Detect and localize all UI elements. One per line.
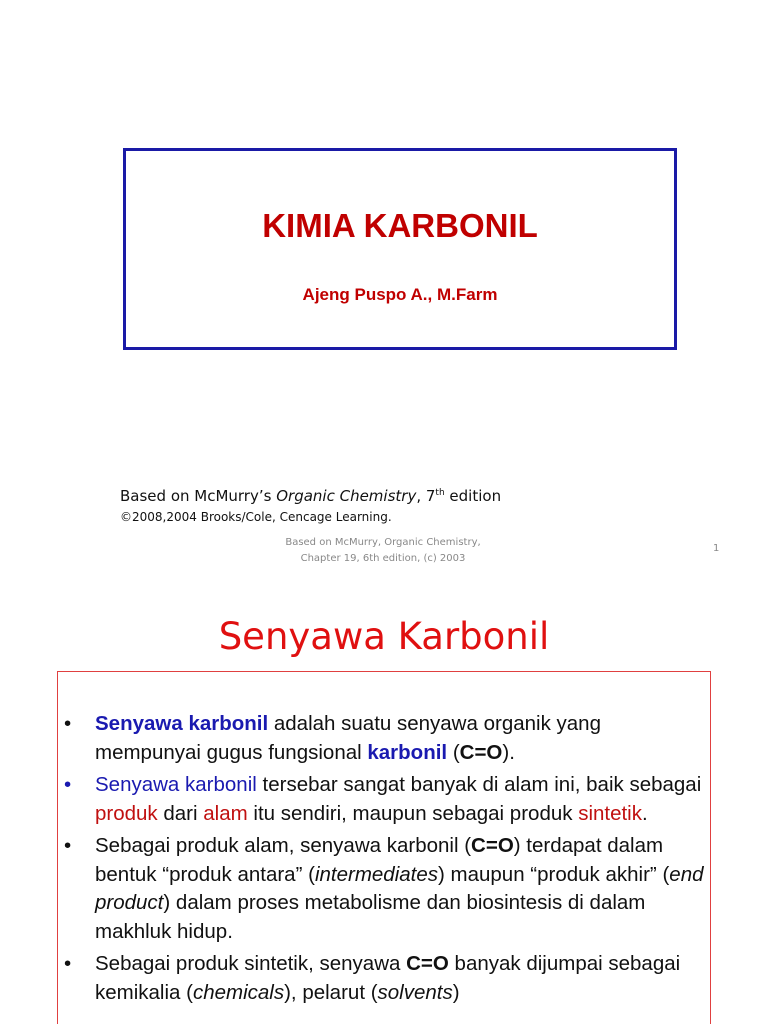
slide-title: KIMIA KARBONIL <box>262 207 538 244</box>
highlight-term: sintetik <box>578 801 642 825</box>
credit-line-1 <box>120 487 501 505</box>
credit-book: Organic Chemistry <box>276 487 417 505</box>
bullet-text: Sebagai produk alam, senyawa karbonil ( <box>95 834 472 857</box>
bullet-text: banyak dijumpai sebagai kemikalia ( <box>95 952 681 1004</box>
bullet-marker: • <box>64 773 72 796</box>
italic-term: chemicals <box>192 980 285 1004</box>
bullet-marker: • <box>64 834 72 857</box>
credit-edition-num: , 7 <box>416 487 436 505</box>
bullet-text: ( <box>447 740 460 764</box>
formula: C=O <box>459 740 503 764</box>
credit-prefix: Based on McMurry’s <box>120 487 277 505</box>
highlight-term: alam <box>203 801 248 825</box>
credit-line-2: ©2008,2004 Brooks/Cole, Cencage Learning. <box>120 510 392 524</box>
slide-title: Senyawa Karbonil <box>218 615 550 658</box>
list-item <box>58 771 708 828</box>
bullet-text: Sebagai produk sintetik, senyawa <box>95 952 407 975</box>
bullet-text: . <box>642 801 648 825</box>
bullet-text: dari <box>157 801 204 825</box>
bullet-text: ) maupun “produk akhir” ( <box>438 862 670 886</box>
bullet-text: adalah suatu senyawa organik yang mempunyai gugus fungsional <box>95 712 601 764</box>
footer-line-1: Based on McMurry, Organic Chemistry, <box>285 537 481 548</box>
highlight-term: Senyawa karbonil <box>95 712 269 735</box>
bullet-text: ), pelarut ( <box>284 980 378 1004</box>
author-name: Ajeng Puspo A., M.Farm <box>302 285 498 304</box>
bullet-text: tersebar sangat banyak di alam ini, baik sebagai <box>256 773 702 796</box>
content-box <box>57 671 711 1024</box>
highlight-term: produk <box>95 801 158 825</box>
page-number: 1 <box>713 543 720 554</box>
formula: C=O <box>406 952 449 975</box>
italic-term: solvents <box>377 980 453 1004</box>
highlight-term: Senyawa karbonil <box>95 773 257 796</box>
highlight-term: karbonil <box>367 740 448 764</box>
bullet-text: ) terdapat dalam bentuk “produk antara” ( <box>95 834 664 886</box>
bullet-text: ) <box>452 980 460 1004</box>
slide-footer <box>230 535 536 567</box>
italic-term: end product <box>95 862 704 914</box>
title-box <box>123 148 677 350</box>
list-item <box>58 710 708 767</box>
bullet-text: itu sendiri, maupun sebagai produk <box>247 801 579 825</box>
bullet-text: ). <box>502 740 515 764</box>
list-item <box>58 832 708 946</box>
bullet-marker: • <box>64 952 72 975</box>
bullet-list <box>58 710 708 1011</box>
formula: C=O <box>471 834 514 857</box>
bullet-text: ) dalam proses metabolisme dan biosintesis di dalam makhluk hidup. <box>95 891 646 943</box>
credit-edition-sup: th <box>435 488 445 498</box>
list-item <box>58 950 708 1007</box>
italic-term: intermediates <box>314 862 438 886</box>
bullet-marker: • <box>64 712 72 735</box>
credit-edition-suffix: edition <box>444 487 502 505</box>
slide-2 <box>0 585 768 1024</box>
footer-line-2: Chapter 19, 6th edition, (c) 2003 <box>300 553 466 564</box>
